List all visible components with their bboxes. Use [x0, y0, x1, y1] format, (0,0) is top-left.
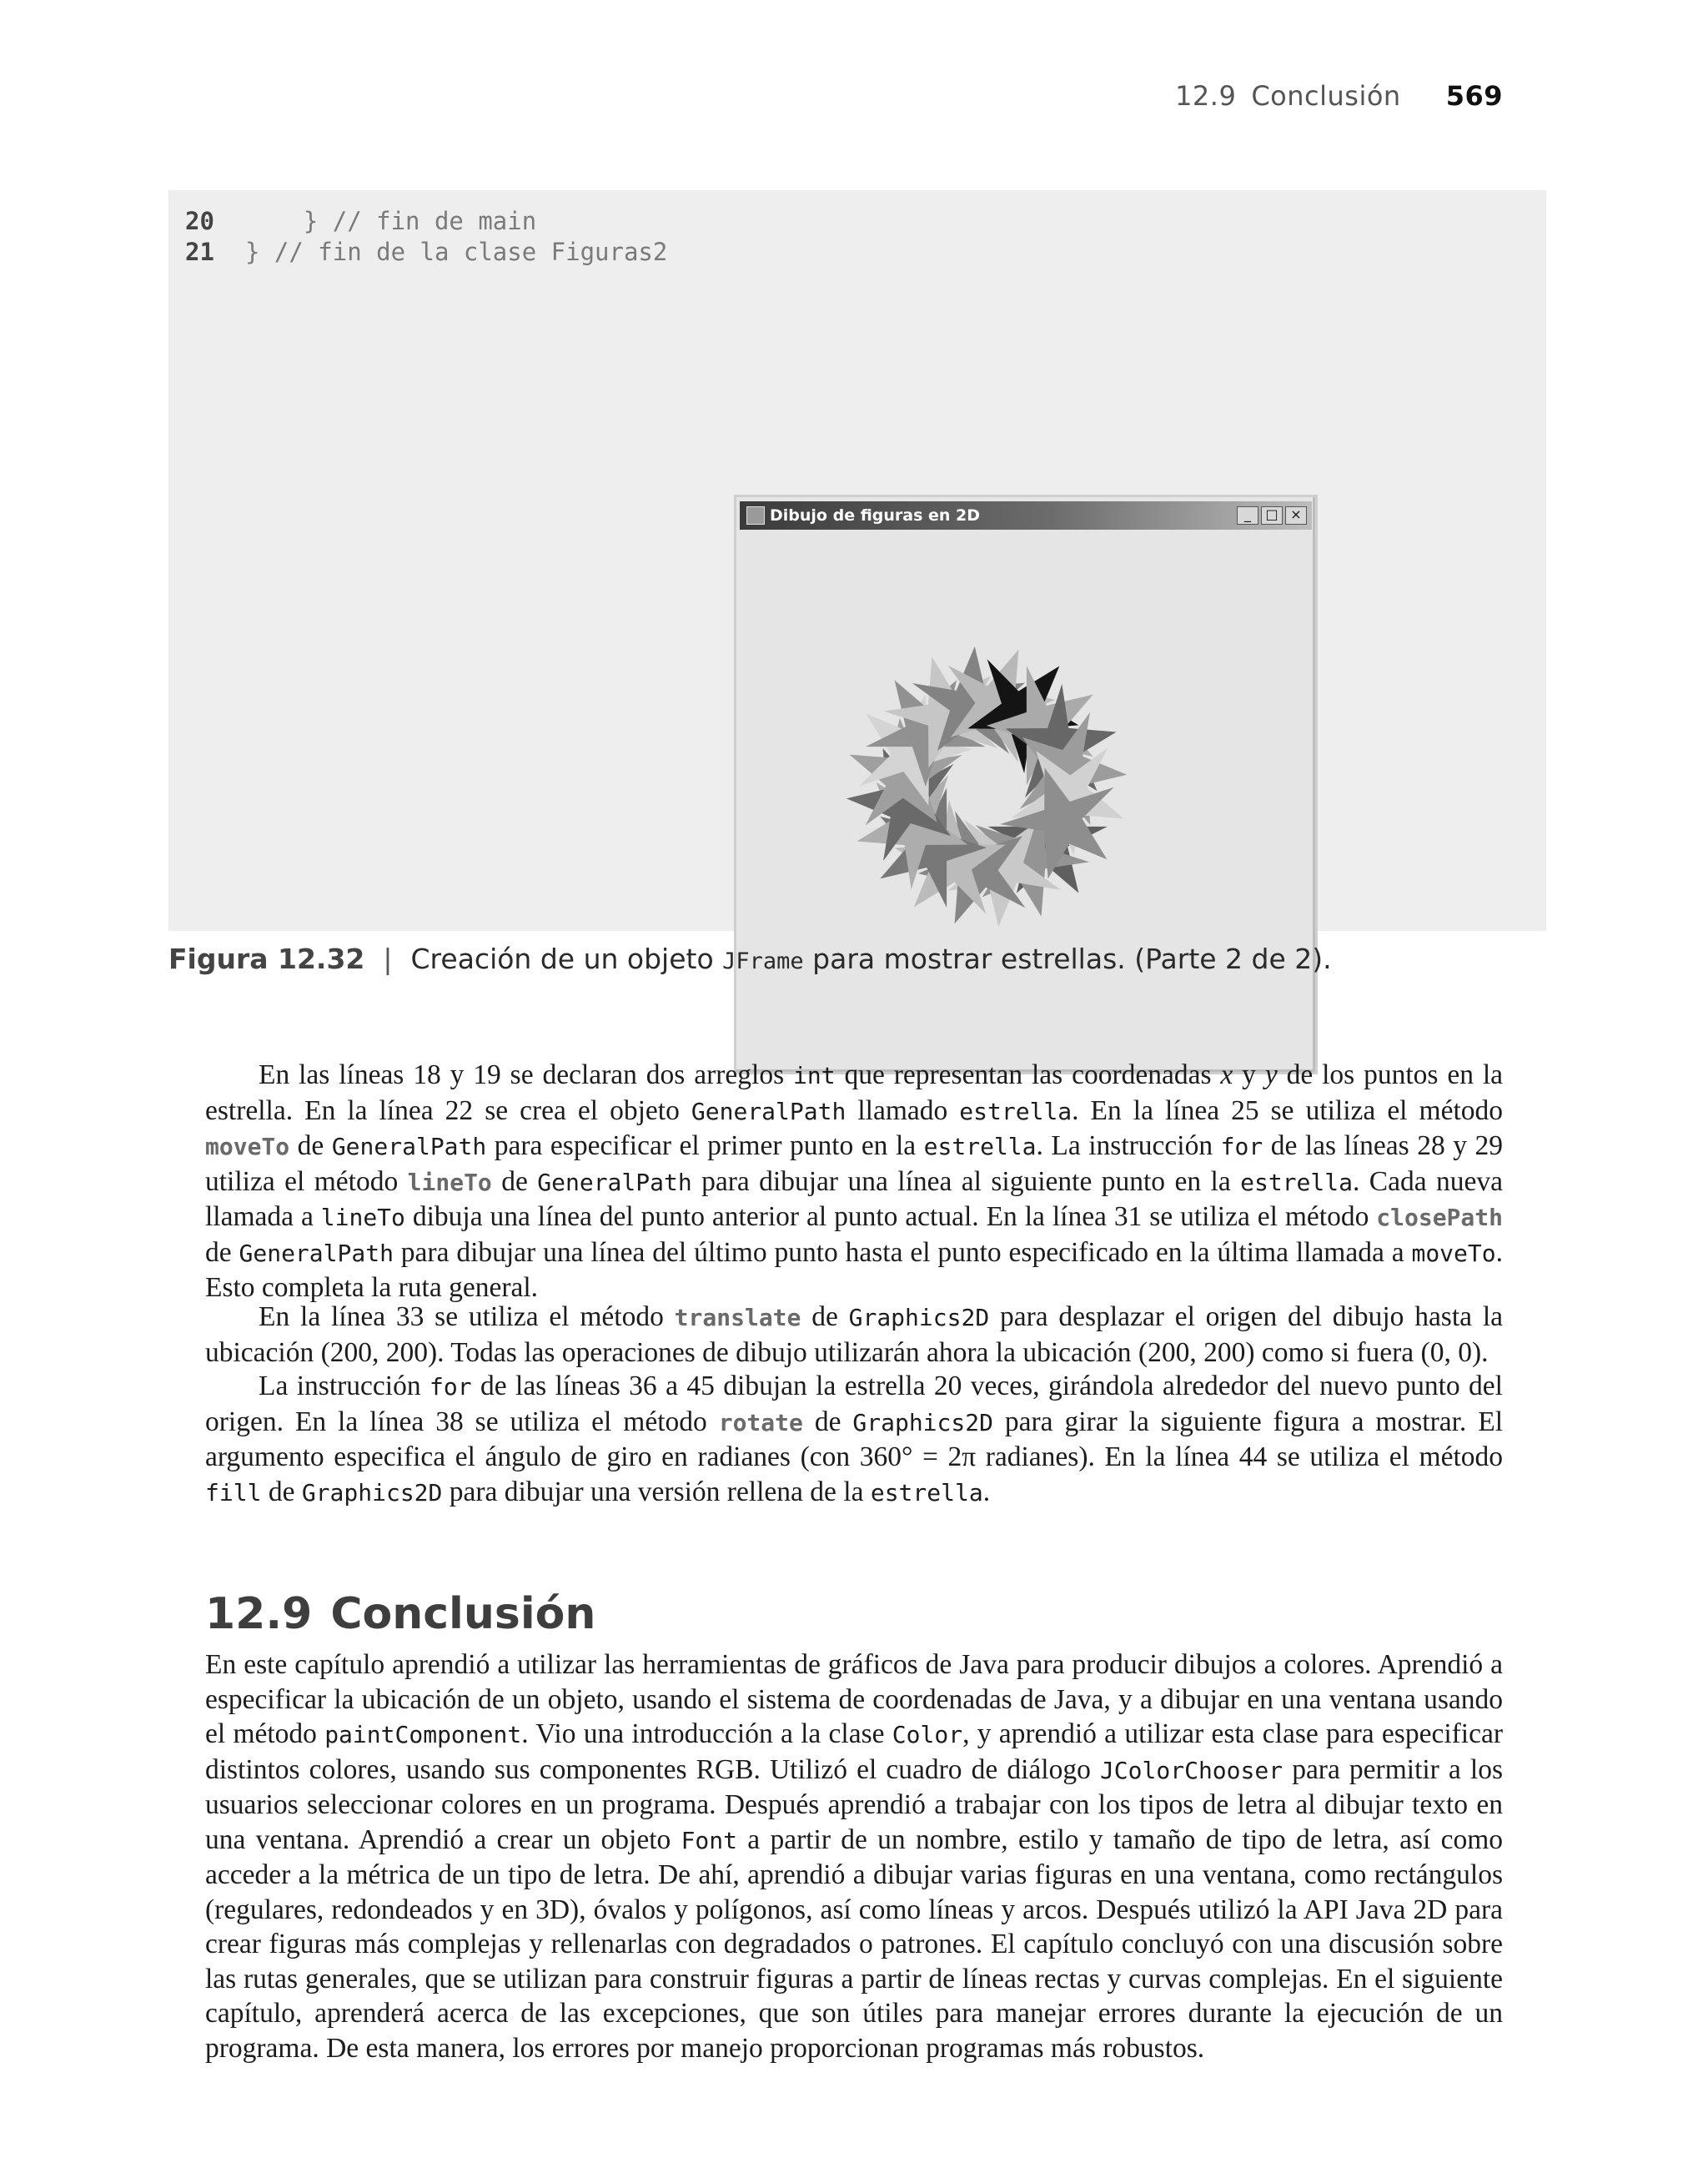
method-keyword: rotate — [718, 1408, 803, 1436]
method-keyword: closePath — [1376, 1204, 1503, 1231]
italic-term: x — [1220, 1059, 1233, 1090]
minimize-button[interactable]: _ — [1237, 506, 1258, 525]
code-line — [185, 207, 536, 235]
caption-code: JFrame — [722, 948, 804, 974]
window-title: Dibujo de figuras en 2D — [770, 506, 981, 525]
code-line-text: } // fin de main — [245, 207, 537, 235]
inline-code: estrella — [1240, 1168, 1353, 1196]
inline-code: moveTo — [1411, 1239, 1496, 1267]
inline-code: int — [793, 1062, 836, 1089]
page-number: 569 — [1445, 80, 1503, 112]
window-title-bar — [740, 501, 1312, 530]
section-number: 12.9 — [205, 1589, 313, 1639]
inline-code: estrella — [870, 1478, 983, 1506]
code-listing-box — [168, 190, 1546, 931]
code-line-number: 20 — [185, 207, 214, 235]
method-keyword: moveTo — [205, 1133, 290, 1160]
inline-code: GeneralPath — [691, 1097, 846, 1125]
method-keyword: translate — [674, 1304, 801, 1331]
inline-code: lineTo — [320, 1204, 405, 1231]
java-app-icon — [746, 506, 765, 525]
inline-code: Color — [892, 1721, 963, 1748]
inline-code: Graphics2D — [852, 1408, 993, 1436]
caption-text-pre: Creación de un objeto — [410, 943, 723, 975]
close-button[interactable]: × — [1285, 506, 1307, 525]
code-line-text: } // fin de la clase Figuras2 — [245, 238, 668, 266]
body-paragraph: En la línea 33 se utiliza el método translate de Graphics2D para desplazar el origen del dibujo hasta la ubicación (200, 200). Todas las operaciones de dibujo utilizarán ahora la ubicación (200, 200) como si fuera (0, 0). — [205, 1301, 1503, 1368]
section-heading — [205, 1589, 595, 1639]
caption-separator: | — [383, 943, 393, 975]
body-paragraph: La instrucción for de las líneas 36 a 45 dibujan la estrella 20 veces, girándola alrededor del nuevo punto del origen. En la línea 38 se utiliza el método rotate de Graphics2D para girar la siguiente figura a mostrar. El argumento especifica el ángulo de giro en radianes (con 360° = 2π radianes). En la línea 44 se utiliza el método fill de Graphics2D para dibujar una versión rellena de la estrella. — [205, 1371, 1503, 1507]
inline-code: for — [1220, 1133, 1263, 1160]
header-section-title: Conclusión — [1251, 80, 1401, 112]
inline-code: for — [430, 1373, 472, 1401]
code-line — [185, 238, 667, 266]
inline-code: paintComponent — [324, 1721, 522, 1748]
header-section-number: 12.9 — [1175, 80, 1237, 112]
inline-code: fill — [205, 1478, 262, 1506]
jframe-window-screenshot — [734, 495, 1318, 1074]
section-paragraph: En este capítulo aprendió a utilizar las herramientas de gráficos de Java para producir dibujos a colores. Aprendió a especificar la ubicación de un objeto, usando el sistema de coordenadas de Java, y a dibujar en una ventana usando el método paintComponent. Vio una introducción a la clase Color, y aprendió a utilizar esta clase para especificar distintos colores, usando sus componentes RGB. Utilizó el cuadro de diálogo JColorChooser para permitir a los usuarios seleccionar colores en un programa. Después aprendió a trabajar con los tipos de letra al dibujar texto en una ventana. Aprendió a crear un objeto Font a partir de un nombre, estilo y tamaño de tipo de letra, así como acceder a la métrica de un tipo de letra. De ahí, aprendió a dibujar varias figuras en una ventana, como rectángulos (regulares, redondeados y en 3D), óvalos y polígonos, así como líneas y arcos. Después utilizó la API Java 2D para crear figuras más complejas y rellenarlas con degradados o patrones. El capítulo concluyó con una discusión sobre las rutas generales, que se utilizan para construir figuras a partir de líneas rectas y curvas complejas. En el siguiente capítulo, aprenderá acerca de las excepciones, que son útiles para manejar errores durante la ejecución de un programa. De esta manera, los errores por manejo proporcionan programas más robustos. — [205, 1649, 1503, 2064]
inline-code: JColorChooser — [1099, 1756, 1284, 1784]
inline-code: estrella — [959, 1097, 1073, 1125]
figure-caption — [168, 943, 1332, 975]
section-title: Conclusión — [330, 1589, 596, 1639]
caption-text-post: para mostrar estrellas. (Parte 2 de 2). — [803, 943, 1332, 975]
inline-code: Graphics2D — [848, 1304, 990, 1331]
inline-code: estrella — [923, 1133, 1037, 1160]
inline-code: GeneralPath — [331, 1133, 487, 1160]
inline-code: Graphics2D — [301, 1478, 443, 1506]
method-keyword: lineTo — [407, 1168, 492, 1196]
star-drawing-canvas — [736, 531, 1315, 1072]
inline-code: GeneralPath — [537, 1168, 692, 1196]
italic-term: y — [1264, 1059, 1278, 1090]
inline-code: Font — [681, 1826, 738, 1854]
code-line-number: 21 — [185, 238, 214, 266]
running-header — [1175, 80, 1503, 112]
figure-label: Figura 12.32 — [168, 943, 365, 975]
body-paragraph: En las líneas 18 y 19 se declaran dos arreglos int que representan las coordenadas x y y de los puntos en la estrella. En la línea 22 se crea el objeto GeneralPath llamado estrella. En la línea 25 se utiliza el método moveTo de GeneralPath para especificar el primer punto en la estrella. La instrucción for de las líneas 28 y 29 utiliza el método lineTo de GeneralPath para dibujar una línea al siguiente punto en la estrella. Cada nueva llamada a lineTo dibuja una línea del punto anterior al punto actual. En la línea 31 se utiliza el método closePath de GeneralPath para dibujar una línea del último punto hasta el punto especificado en la última llamada a moveTo. Esto completa la ruta general. — [205, 1059, 1504, 1303]
maximize-button[interactable]: □ — [1261, 506, 1283, 525]
inline-code: GeneralPath — [239, 1239, 394, 1267]
